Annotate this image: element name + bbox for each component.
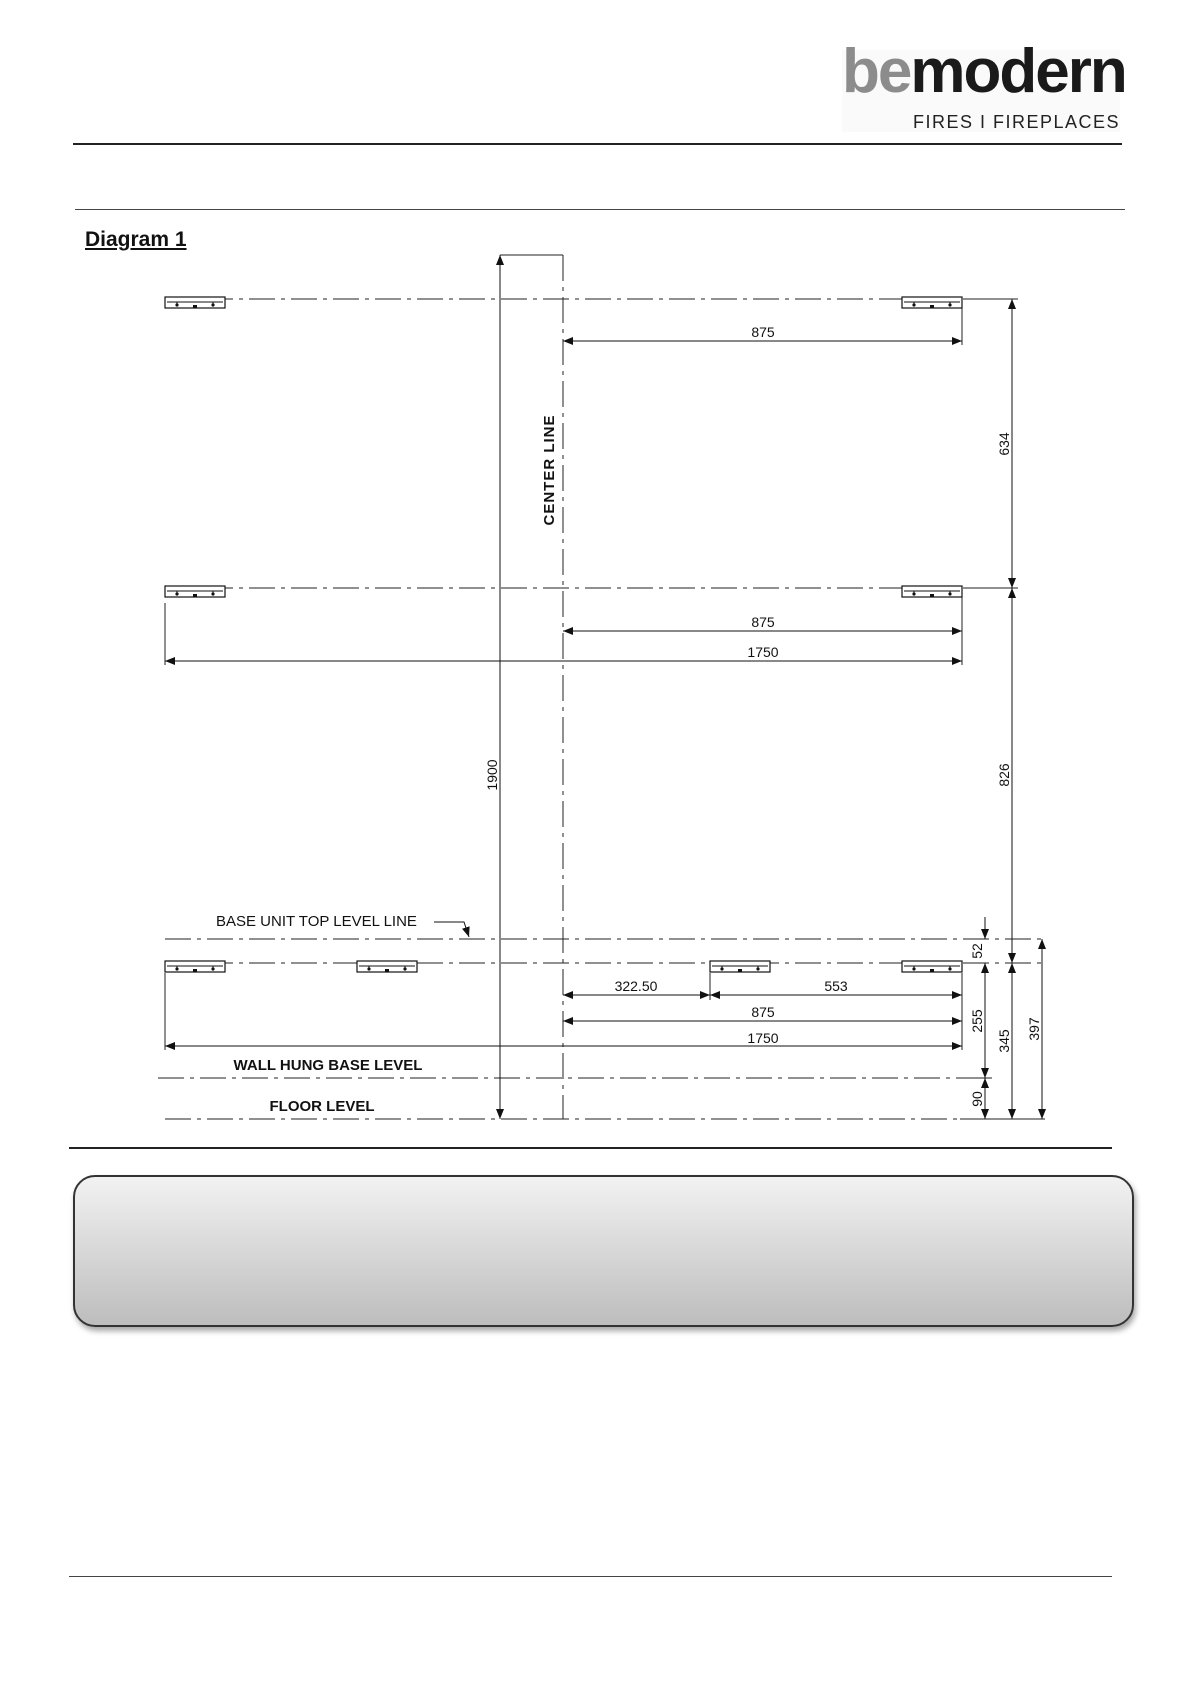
dim-1900: 1900 [484, 759, 500, 791]
dim-345: 345 [996, 1029, 1012, 1053]
dim-826: 826 [996, 763, 1012, 787]
dim-middle-1750: 1750 [747, 644, 779, 660]
dim-52: 52 [969, 943, 985, 959]
diagram-title: Diagram 1 [85, 228, 187, 251]
bracket-top-left [165, 297, 225, 308]
wall-hung-base-label: WALL HUNG BASE LEVEL [233, 1057, 423, 1074]
bracket-middle-right [902, 586, 962, 597]
logo-be: be [842, 37, 911, 106]
bracket-middle-left [165, 586, 225, 597]
center-line-label: CENTER LINE [541, 414, 558, 526]
dim-top-875: 875 [751, 324, 775, 340]
note-box [73, 1175, 1134, 1327]
dim-322-50: 322.50 [614, 978, 658, 994]
dim-bottom-1750: 1750 [747, 1030, 779, 1046]
bracket-bottom-3 [710, 961, 770, 972]
dim-634: 634 [996, 432, 1012, 456]
bracket-bottom-1 [165, 961, 225, 972]
diagram-bottom-rule [69, 1147, 1112, 1149]
base-unit-top-label: BASE UNIT TOP LEVEL LINE [216, 913, 417, 930]
floor-level-label: FLOOR LEVEL [269, 1098, 375, 1115]
bracket-bottom-4 [902, 961, 962, 972]
dim-90: 90 [969, 1091, 985, 1107]
dim-middle-875: 875 [751, 614, 775, 630]
logo-tagline: FIRES I FIREPLACES [912, 112, 1120, 132]
dim-bottom-875: 875 [751, 1004, 775, 1020]
dim-553: 553 [824, 978, 848, 994]
bracket-top-right [902, 297, 962, 308]
dim-255: 255 [969, 1009, 985, 1033]
footer-rule [69, 1576, 1112, 1577]
leader-base-unit-top [434, 922, 469, 937]
logo-modern: modern [910, 37, 1126, 106]
dim-397: 397 [1026, 1017, 1042, 1041]
bracket-bottom-2 [357, 961, 417, 972]
